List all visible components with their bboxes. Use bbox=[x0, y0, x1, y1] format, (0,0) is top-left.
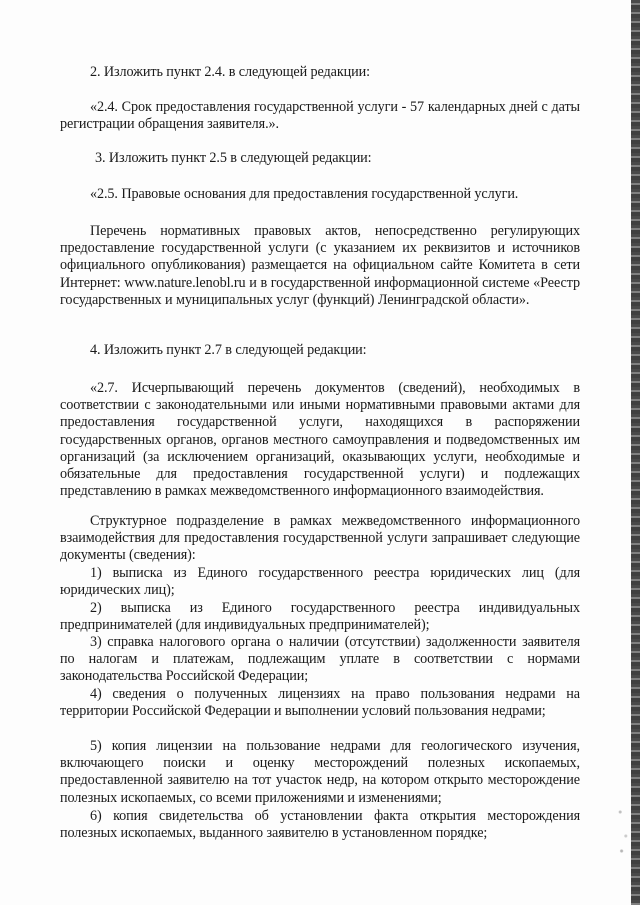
list-item-1: 1) выписка из Единого государственного реестра юридических лиц (для юридических лиц); bbox=[60, 565, 580, 599]
list-item-6: 6) копия свидетельства об установлении факта открытия месторождения полезных ископаемых, выданного заявителю в установленном порядке; bbox=[60, 808, 580, 842]
item-2-4-text: «2.4. Срок предоставления государственной услуги - 57 календарных дней с даты регистрации обращения заявителя.». bbox=[60, 99, 580, 133]
list-item-3: 3) справка налогового органа о наличии (отсутствии) задолженности заявителя по налогам и платежам, подлежащим уплате в соответствии с нормами законодательства Российской Федерации; bbox=[60, 634, 580, 685]
item-3-heading: 3. Изложить пункт 2.5 в следующей редакции: bbox=[95, 150, 372, 166]
item-2-7-request: Структурное подразделение в рамках межведомственного информационного взаимодействия для предоставления государственной услуги запрашивает следующие документы (сведения): bbox=[60, 513, 580, 564]
list-item-5: 5) копия лицензии на пользование недрами для геологического изучения, включающего поиски и оценку месторождений полезных ископаемых, предоставленной заявителю на тот участок недр, на котором открыто месторождение полезных ископаемых, со всеми приложениями и изменениями; bbox=[60, 738, 580, 806]
list-item-4: 4) сведения о полученных лицензиях на право пользования недрами на территории Российской Федерации и выполнении условий пользования недрами; bbox=[60, 686, 580, 720]
scan-noise bbox=[616, 800, 630, 860]
item-2-5-body: Перечень нормативных правовых актов, непосредственно регулирующих предоставление государственной услуги (с указанием их реквизитов и источников официального опубликования) размещается на официальном сайте Комитета в сети Интернет: www.nature.lenobl.ru и в государственной информационной системе «Реестр государственных и муниципальных услуг (функций) Ленинградской области». bbox=[60, 223, 580, 308]
item-4-heading: 4. Изложить пункт 2.7 в следующей редакции: bbox=[90, 342, 367, 358]
item-2-5-title: «2.5. Правовые основания для предоставления государственной услуги. bbox=[90, 186, 519, 202]
item-2-7-intro: «2.7. Исчерпывающий перечень документов (сведений), необходимых в соответствии с законодательными или иными нормативными правовыми актами для предоставления государственной услуги, находящихся в распоряжении государственных органов, органов местного самоуправления и подведомственных им организаций (за исключением организаций, оказывающих услуги, необходимые и обязательные для предоставления государственной услуги) и подлежащих представлению в рамках межведомственного информационного взаимодействия. bbox=[60, 380, 580, 500]
scan-edge-shadow bbox=[631, 0, 640, 905]
item-2-heading: 2. Изложить пункт 2.4. в следующей редакции: bbox=[90, 64, 370, 80]
list-item-2: 2) выписка из Единого государственного реестра индивидуальных предпринимателей (для индивидуальных предпринимателей); bbox=[60, 600, 580, 634]
